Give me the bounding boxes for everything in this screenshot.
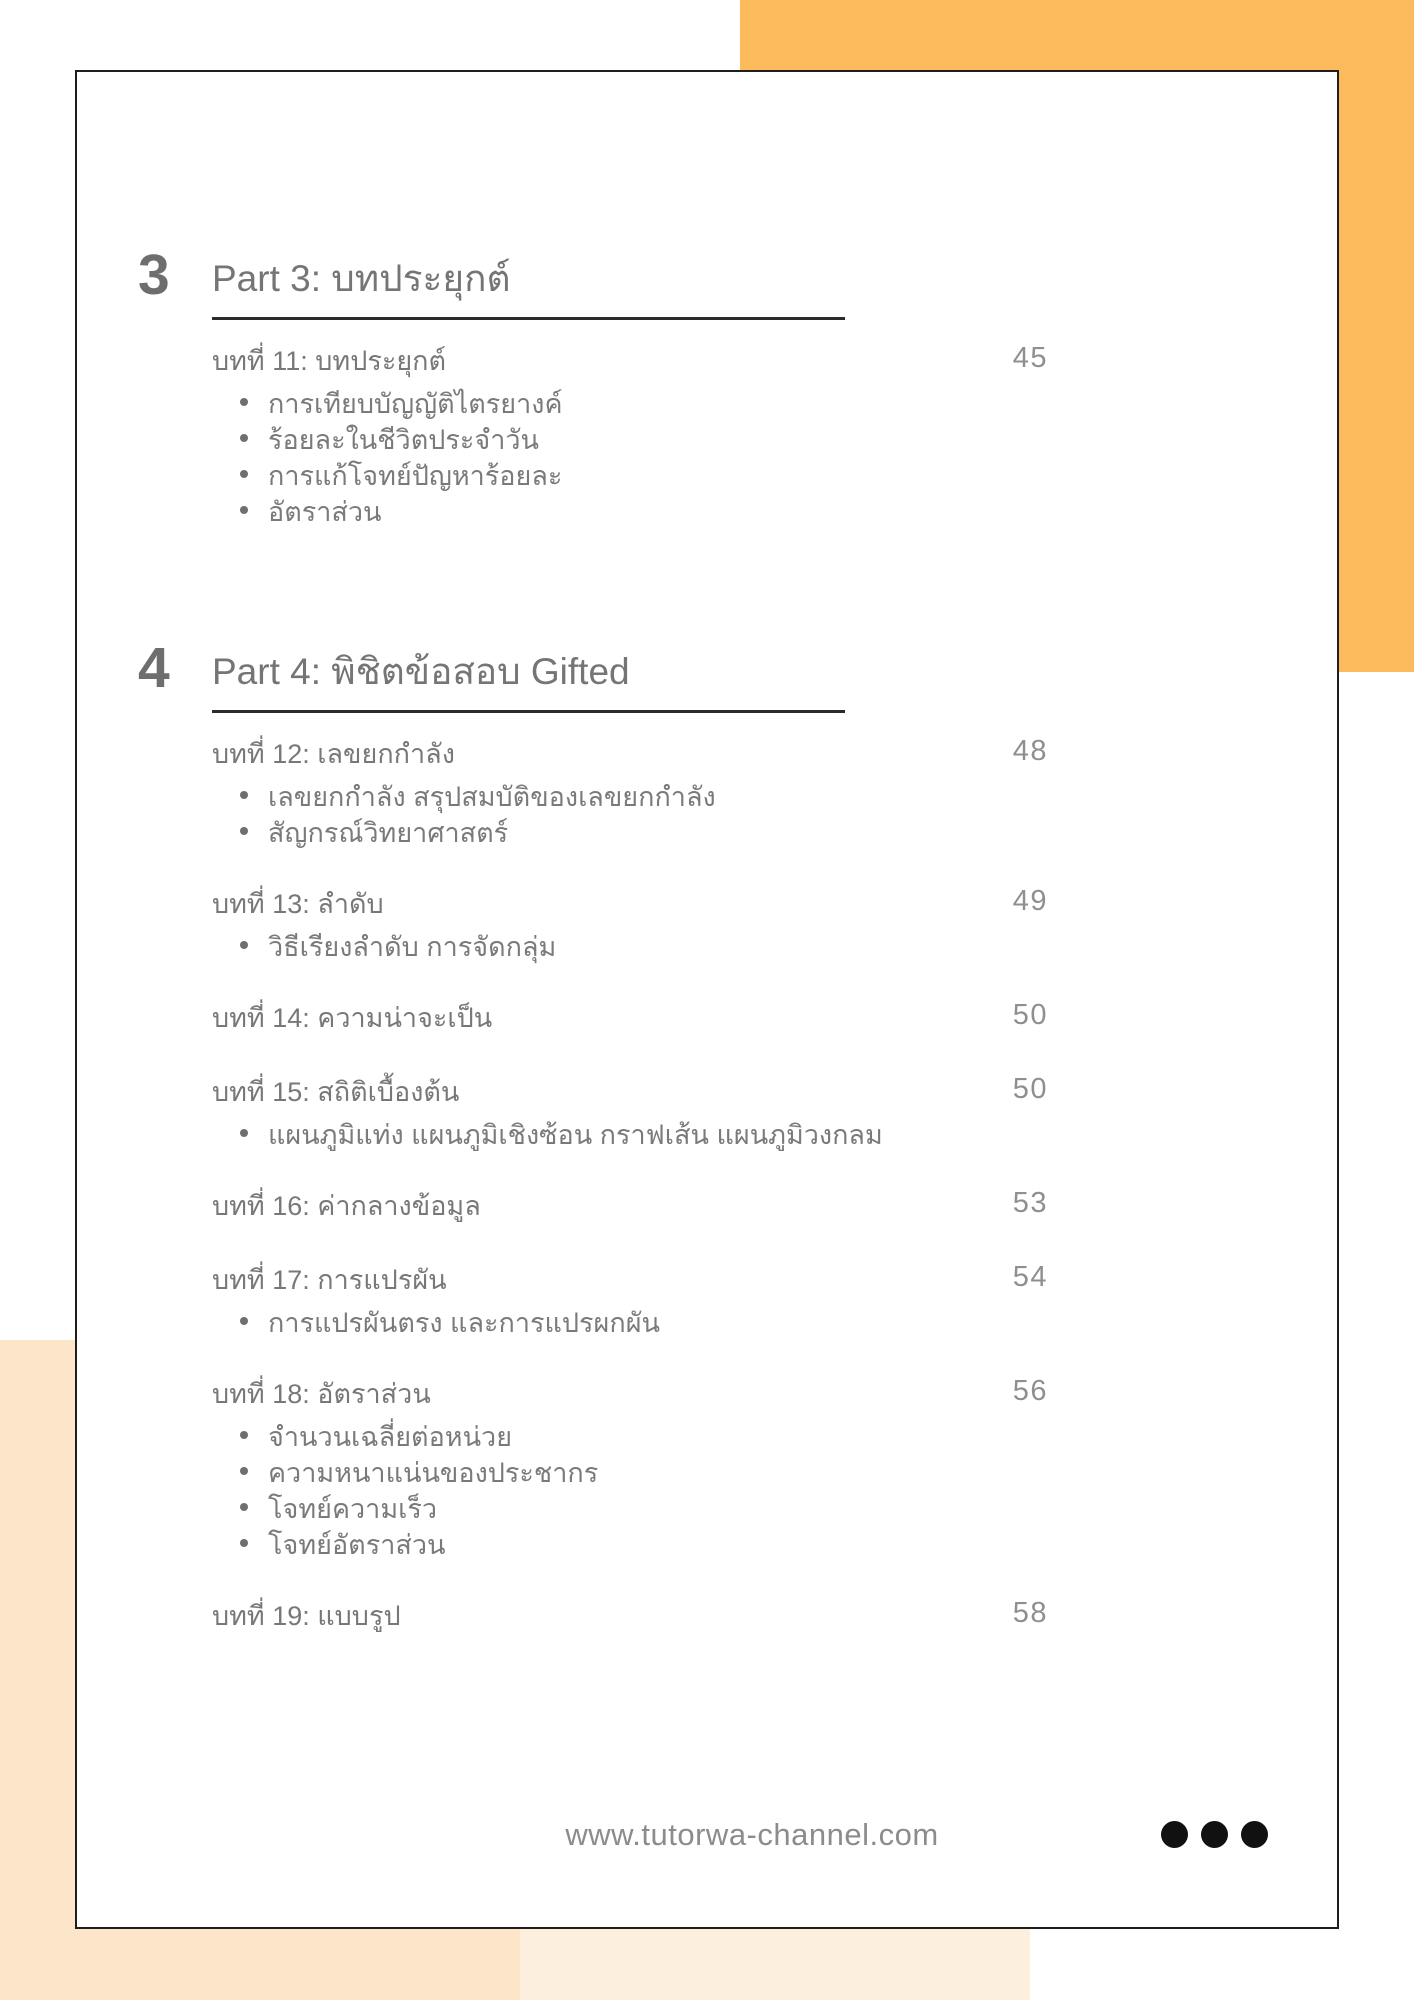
bullet-icon xyxy=(240,941,248,949)
chapter-row xyxy=(212,1263,1048,1297)
chapter-topic xyxy=(240,418,1048,454)
chapter-topics xyxy=(212,1301,1048,1337)
chapter-topic xyxy=(240,1415,1048,1451)
chapter-topic-label: สัญกรณ์วิทยาศาสตร์ xyxy=(268,818,509,848)
chapter-topics xyxy=(212,775,1048,847)
chapter-topic xyxy=(240,454,1048,490)
chapter-topics xyxy=(212,1415,1048,1559)
dot-icon xyxy=(1201,1821,1228,1848)
toc-chapter xyxy=(212,887,1048,961)
chapter-list xyxy=(212,713,1048,1633)
toc-chapter xyxy=(212,1075,1048,1149)
part-number: 4 xyxy=(138,636,170,700)
chapter-page-number: 50 xyxy=(1012,1073,1048,1105)
chapter-topic xyxy=(240,1487,1048,1523)
toc-chapter xyxy=(212,1189,1048,1223)
chapter-page-number: 53 xyxy=(1012,1187,1048,1219)
chapter-topic xyxy=(240,1451,1048,1487)
website-url[interactable]: www.tutorwa-channel.com xyxy=(565,1817,939,1852)
toc-chapter xyxy=(212,1599,1048,1633)
chapter-page-number: 49 xyxy=(1012,885,1048,917)
chapter-row xyxy=(212,1189,1048,1223)
chapter-topic xyxy=(240,490,1048,526)
dot-icon xyxy=(1161,1821,1188,1848)
chapter-topic-label: การแก้โจทย์ปัญหาร้อยละ xyxy=(268,461,563,491)
chapter-topic-label: ร้อยละในชีวิตประจำวัน xyxy=(268,425,539,455)
toc-chapter xyxy=(212,1001,1048,1035)
page xyxy=(75,70,1339,1929)
dot-icon xyxy=(1241,1821,1268,1848)
chapter-title: บทที่ 17: การแปรผัน xyxy=(212,1265,447,1295)
pagination-dots xyxy=(1161,1821,1268,1848)
chapter-title: บทที่ 15: สถิติเบื้องต้น xyxy=(212,1077,460,1107)
chapter-topic xyxy=(240,925,1048,961)
chapter-topic xyxy=(240,775,1048,811)
chapter-row xyxy=(212,344,1048,378)
chapter-topic-label: แผนภูมิแท่ง แผนภูมิเชิงซ้อน กราฟเส้น แผนภูมิวงกลม xyxy=(268,1120,883,1150)
chapter-topic xyxy=(240,1301,1048,1337)
chapter-row xyxy=(212,1377,1048,1411)
chapter-title: บทที่ 16: ค่ากลางข้อมูล xyxy=(212,1191,481,1221)
part-header xyxy=(138,243,845,320)
part-title: Part 4: พิชิตข้อสอบ Gifted xyxy=(212,651,630,692)
bullet-icon xyxy=(240,827,248,835)
chapter-topic-label: การแปรผันตรง และการแปรผกผัน xyxy=(268,1308,661,1338)
chapter-topic xyxy=(240,1523,1048,1559)
chapter-page-number: 45 xyxy=(1012,342,1048,374)
bullet-icon xyxy=(240,791,248,799)
table-of-contents xyxy=(138,243,1048,1637)
chapter-title: บทที่ 19: แบบรูป xyxy=(212,1601,401,1631)
chapter-page-number: 54 xyxy=(1012,1261,1048,1293)
chapter-topic-label: ความหนาแน่นของประชากร xyxy=(268,1458,599,1488)
chapter-topic xyxy=(240,382,1048,418)
page-footer xyxy=(77,1817,1337,1857)
bullet-icon xyxy=(240,506,248,514)
part-header xyxy=(138,636,845,713)
chapter-row xyxy=(212,887,1048,921)
chapter-row xyxy=(212,1599,1048,1633)
chapter-title: บทที่ 18: อัตราส่วน xyxy=(212,1379,431,1409)
bullet-icon xyxy=(240,470,248,478)
bullet-icon xyxy=(240,1129,248,1137)
chapter-page-number: 56 xyxy=(1012,1375,1048,1407)
part-title: Part 3: บทประยุกต์ xyxy=(212,258,511,299)
chapter-title: บทที่ 12: เลขยกกำลัง xyxy=(212,739,455,769)
bullet-icon xyxy=(240,1503,248,1511)
part-number: 3 xyxy=(138,243,170,307)
toc-chapter xyxy=(212,344,1048,526)
chapter-page-number: 50 xyxy=(1012,999,1048,1031)
toc-chapter xyxy=(212,1377,1048,1559)
chapter-title: บทที่ 14: ความน่าจะเป็น xyxy=(212,1003,493,1033)
chapter-topic-label: วิธีเรียงลำดับ การจัดกลุ่ม xyxy=(268,932,557,962)
chapter-page-number: 48 xyxy=(1012,735,1048,767)
bullet-icon xyxy=(240,1539,248,1547)
chapter-topics xyxy=(212,1113,1048,1149)
chapter-row xyxy=(212,1075,1048,1109)
chapter-topic-label: อัตราส่วน xyxy=(268,497,382,527)
bullet-icon xyxy=(240,398,248,406)
chapter-list xyxy=(212,320,1048,526)
chapter-row xyxy=(212,1001,1048,1035)
chapter-title: บทที่ 13: ลำดับ xyxy=(212,889,384,919)
bullet-icon xyxy=(240,1431,248,1439)
bullet-icon xyxy=(240,434,248,442)
chapter-topic xyxy=(240,1113,1048,1149)
toc-chapter xyxy=(212,737,1048,847)
chapter-title: บทที่ 11: บทประยุกต์ xyxy=(212,346,447,376)
chapter-topic-label: โจทย์ความเร็ว xyxy=(268,1494,438,1524)
bullet-icon xyxy=(240,1467,248,1475)
chapter-topic-label: การเทียบบัญญัติไตรยางค์ xyxy=(268,389,563,419)
toc-chapter xyxy=(212,1263,1048,1337)
chapter-topics xyxy=(212,382,1048,526)
chapter-page-number: 58 xyxy=(1012,1597,1048,1629)
chapter-topic-label: โจทย์อัตราส่วน xyxy=(268,1530,446,1560)
toc-part-section xyxy=(138,636,1048,1633)
chapter-topic-label: จำนวนเฉลี่ยต่อหน่วย xyxy=(268,1422,513,1452)
toc-part-section xyxy=(138,243,1048,527)
bullet-icon xyxy=(240,1317,248,1325)
chapter-topic-label: เลขยกกำลัง สรุปสมบัติของเลขยกกำลัง xyxy=(268,782,716,812)
chapter-topics xyxy=(212,925,1048,961)
chapter-row xyxy=(212,737,1048,771)
